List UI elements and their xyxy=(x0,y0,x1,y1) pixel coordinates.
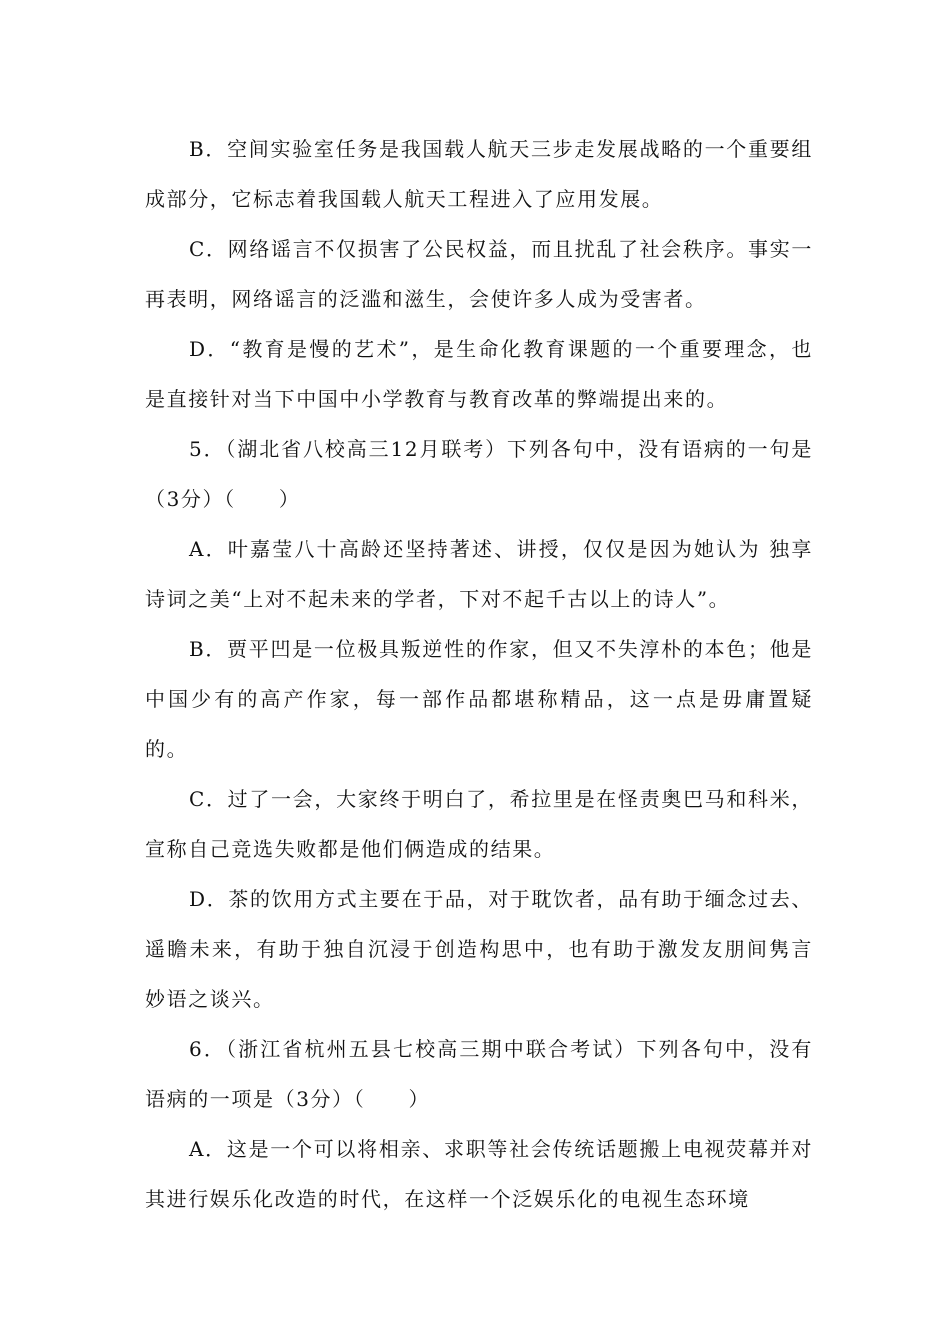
option-4c: C．网络谣言不仅损害了公民权益，而且扰乱了社会秩序。事实一再表明，网络谣言的泛滥和滋生，会使许多人成为受害者。 xyxy=(145,237,813,311)
option-5d: D．茶的饮用方式主要在于品，对于耽饮者，品有助于缅念过去、遥瞻未来，有助于独自沉浸于创造构思中，也有助于激发友朋间隽言妙语之谈兴。 xyxy=(145,887,813,1011)
document-body xyxy=(145,124,813,1224)
option-6a: A．这是一个可以将相亲、求职等社会传统话题搬上电视荧幕并对其进行娱乐化改造的时代，在这样一个泛娱乐化的电视生态环境 xyxy=(145,1137,813,1211)
option-5b: B．贾平凹是一位极具叛逆性的作家，但又不失淳朴的本色；他是中国少有的高产作家，每一部作品都堪称精品，这一点是毋庸置疑的。 xyxy=(145,637,813,761)
option-5c: C．过了一会，大家终于明白了，希拉里是在怪责奥巴马和科米，宣称自己竞选失败都是他们俩造成的结果。 xyxy=(145,787,813,861)
option-4b: B．空间实验室任务是我国载人航天三步走发展战略的一个重要组成部分，它标志着我国载人航天工程进入了应用发展。 xyxy=(145,137,813,211)
option-5a: A．叶嘉莹八十高龄还坚持著述、讲授，仅仅是因为她认为 独享诗词之美“上对不起未来的学者，下对不起千古以上的诗人”。 xyxy=(145,537,813,611)
question-6: 6．（浙江省杭州五县七校高三期中联合考试）下列各句中，没有语病的一项是（3分）（ ） xyxy=(145,1037,813,1111)
option-4d: D．“教育是慢的艺术”，是生命化教育课题的一个重要理念，也是直接针对当下中国中小学教育与教育改革的弊端提出来的。 xyxy=(145,337,813,411)
question-5: 5．（湖北省八校高三12月联考）下列各句中，没有语病的一句是（3分）（ ） xyxy=(145,437,813,511)
